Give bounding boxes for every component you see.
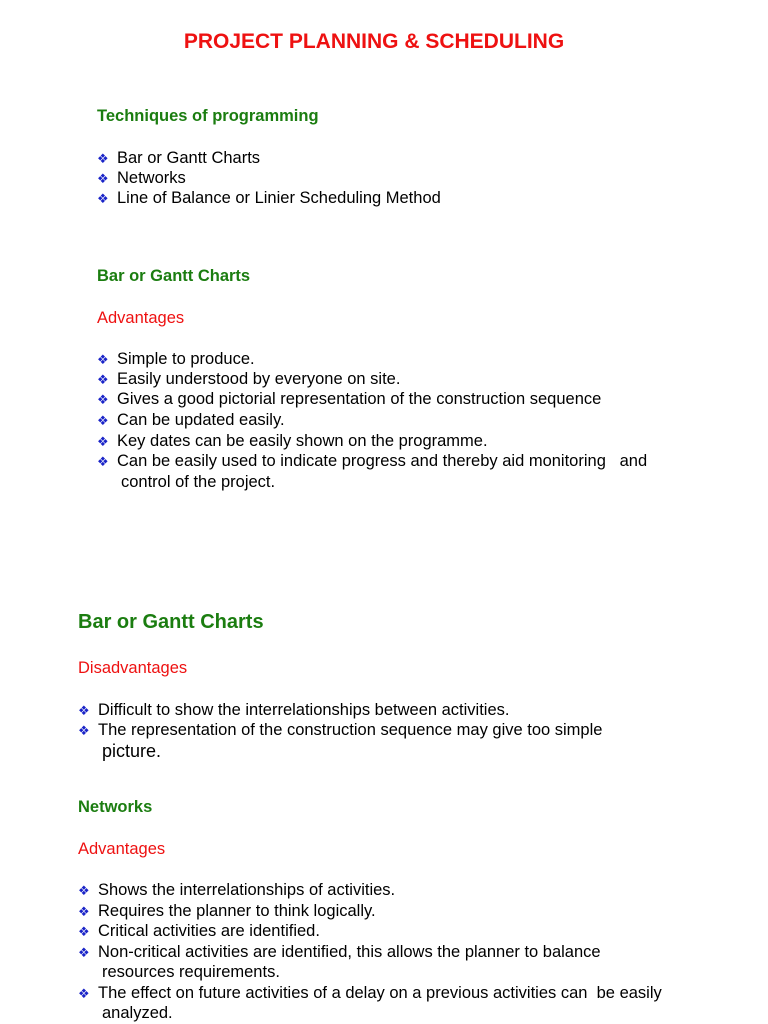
section-heading-gantt-advantages: Bar or Gantt Charts — [97, 267, 251, 285]
four-diamond-bullet-icon: ❖ — [78, 883, 90, 898]
four-diamond-bullet-icon: ❖ — [97, 352, 109, 367]
four-diamond-bullet-icon: ❖ — [97, 171, 109, 186]
list-item: ❖ Can be easily used to indicate progress and thereby aid monitoring and — [97, 452, 648, 470]
list-item: ❖ Simple to produce. — [97, 350, 255, 368]
page-title: PROJECT PLANNING & SCHEDULING — [183, 30, 565, 53]
list-item: ❖ Bar or Gantt Charts — [97, 149, 261, 167]
list-item: ❖ Can be updated easily. — [97, 411, 285, 429]
list-item: ❖ Critical activities are identified. — [78, 922, 320, 940]
list-item: ❖ Networks — [97, 169, 186, 187]
section-heading-networks: Networks — [78, 798, 153, 816]
subheading-disadvantages: Disadvantages — [78, 659, 188, 677]
list-item: ❖ Line of Balance or Linier Scheduling Method — [97, 189, 441, 207]
list-item: ❖ The representation of the construction sequence may give too simple — [78, 721, 603, 739]
list-item-continuation: control of the project. — [121, 473, 276, 491]
list-item: ❖ Requires the planner to think logically. — [78, 902, 376, 920]
subheading-advantages: Advantages — [78, 840, 166, 858]
list-item: ❖ Difficult to show the interrelationships between activities. — [78, 701, 510, 719]
list-item: ❖ The effect on future activities of a delay on a previous activities can be easily — [78, 984, 662, 1002]
four-diamond-bullet-icon: ❖ — [97, 191, 109, 206]
four-diamond-bullet-icon: ❖ — [78, 904, 90, 919]
section-heading-gantt-disadvantages: Bar or Gantt Charts — [78, 611, 264, 633]
four-diamond-bullet-icon: ❖ — [78, 986, 90, 1001]
list-item-continuation: analyzed. — [102, 1004, 173, 1022]
section-heading-techniques: Techniques of programming — [97, 107, 319, 125]
list-item-continuation: resources requirements. — [102, 963, 280, 981]
four-diamond-bullet-icon: ❖ — [97, 392, 109, 407]
four-diamond-bullet-icon: ❖ — [97, 454, 109, 469]
four-diamond-bullet-icon: ❖ — [78, 924, 90, 939]
four-diamond-bullet-icon: ❖ — [78, 703, 90, 718]
list-item: ❖ Gives a good pictorial representation of the construction sequence — [97, 390, 602, 408]
four-diamond-bullet-icon: ❖ — [78, 945, 90, 960]
four-diamond-bullet-icon: ❖ — [97, 151, 109, 166]
four-diamond-bullet-icon: ❖ — [78, 723, 90, 738]
list-item: ❖ Shows the interrelationships of activities. — [78, 881, 396, 899]
four-diamond-bullet-icon: ❖ — [97, 372, 109, 387]
four-diamond-bullet-icon: ❖ — [97, 413, 109, 428]
subheading-advantages: Advantages — [97, 309, 185, 327]
list-item: ❖ Non-critical activities are identified, this allows the planner to balance — [78, 943, 601, 961]
list-item-continuation: picture. — [102, 741, 162, 761]
four-diamond-bullet-icon: ❖ — [97, 434, 109, 449]
list-item: ❖ Easily understood by everyone on site. — [97, 370, 401, 388]
list-item: ❖ Key dates can be easily shown on the programme. — [97, 432, 488, 450]
